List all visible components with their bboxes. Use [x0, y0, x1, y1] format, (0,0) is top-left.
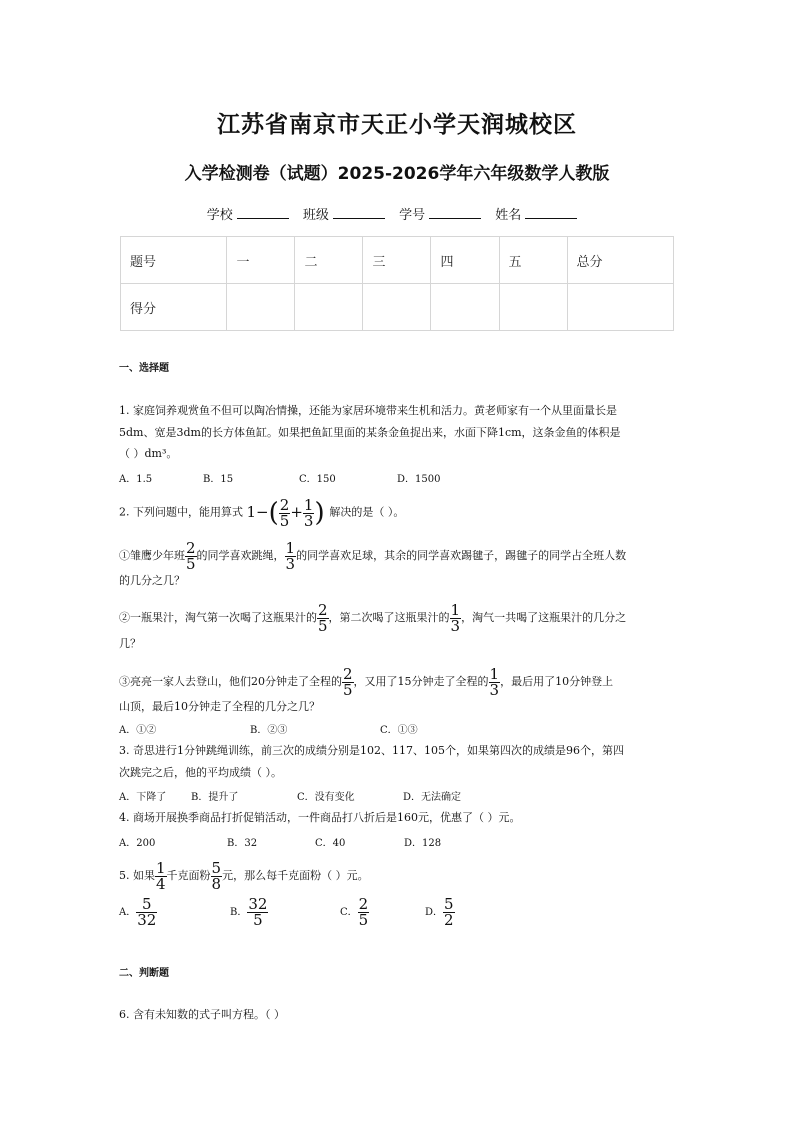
- text: 5. 如果: [119, 869, 155, 882]
- student-number-label: 学号: [399, 208, 426, 223]
- q1-option-a[interactable]: A．1.5: [119, 474, 153, 485]
- fraction: $\frac{2}{5}$: [358, 895, 369, 929]
- q2-lead: 2. 下列问题中，能用算式: [119, 505, 243, 519]
- score-cell: 三: [363, 237, 431, 284]
- score-input-cell[interactable]: [431, 284, 499, 331]
- q5-option-d[interactable]: [425, 896, 455, 930]
- option-label: D．: [425, 907, 444, 918]
- q2-item1-line1: [119, 538, 626, 574]
- q4-option-a[interactable]: A．200: [119, 838, 156, 849]
- score-input-cell[interactable]: [227, 284, 295, 331]
- text: ，又用了15分钟走了全程的: [353, 675, 489, 688]
- text: ，淘气一共喝了这瓶果汁的几分之: [461, 611, 627, 624]
- q5-option-b[interactable]: [230, 896, 268, 930]
- q4-option-d[interactable]: D．128: [404, 838, 442, 849]
- score-input-cell[interactable]: [363, 284, 431, 331]
- q2-option-c[interactable]: C．①③: [380, 725, 418, 736]
- q3-option-d[interactable]: D．无法确定: [403, 792, 462, 803]
- fraction: $\frac{32}{5}$: [248, 895, 268, 929]
- text: 的同学喜欢跳绳，: [196, 549, 285, 562]
- text: ③亮亮一家人去登山，他们20分钟走了全程的: [119, 675, 342, 688]
- q3-option-b[interactable]: B．提升了: [191, 792, 239, 803]
- fraction: $\frac{2}{5}$: [279, 495, 290, 530]
- q2-tail: 解决的是（ ）。: [329, 505, 405, 519]
- q3-line1: 3. 奇思进行1分钟跳绳训练，前三次的成绩分别是102、117、105个，如果第四次的成绩是96个，第四: [119, 744, 624, 757]
- document-subtitle: 入学检测卷（试题）2025-2026学年六年级数学人教版: [184, 164, 610, 184]
- fraction: $\frac{1}{4}$: [156, 858, 166, 893]
- q1-option-b[interactable]: B．15: [203, 474, 234, 485]
- q4-line1: 4. 商场开展换季商品打折促销活动，一件商品打八折后是160元，优惠了（ ）元。: [119, 811, 521, 824]
- text: 的同学喜欢足球，其余的同学喜欢踢毽子，踢毽子的同学占全班人数: [296, 549, 627, 562]
- score-table-score-row: [121, 284, 674, 331]
- fraction: $\frac{1}{3}$: [489, 664, 500, 699]
- score-cell: 一: [227, 237, 295, 284]
- score-table-header-row: [121, 237, 674, 284]
- fraction: $\frac{5}{32}$: [137, 895, 157, 929]
- score-cell: 四: [431, 237, 499, 284]
- q2-item3-line1: [119, 662, 613, 702]
- text: ，最后用了10分钟登上: [500, 675, 614, 688]
- score-cell: 五: [499, 237, 567, 284]
- q1-option-c[interactable]: C．150: [299, 474, 336, 485]
- class-label: 班级: [302, 208, 329, 223]
- fraction: $\frac{2}{5}$: [343, 664, 353, 699]
- option-label: C．: [340, 907, 358, 918]
- q5-stem: [119, 856, 369, 896]
- section-heading-choice: 一、选择题: [119, 363, 169, 374]
- student-number-blank[interactable]: [429, 206, 481, 219]
- q3-option-c[interactable]: C．没有变化: [297, 792, 355, 803]
- q2-expression: 1−( $\frac{2}{5}$ + $\frac{1}{3}$ ): [246, 495, 325, 530]
- fraction: $\frac{5}{8}$: [211, 858, 222, 893]
- q3-line2: 次跳完之后，他的平均成绩（ ）。: [119, 766, 282, 779]
- score-cell: 得分: [121, 284, 227, 331]
- q1-line1: 1. 家庭饲养观赏鱼不但可以陶冶情操，还能为家居环境带来生机和活力。黄老师家有一个从里面量长是: [119, 404, 617, 417]
- q5-option-c[interactable]: [340, 896, 369, 930]
- text: 千克面粉: [166, 869, 211, 882]
- fraction: $\frac{2}{5}$: [318, 600, 328, 635]
- q2-stem: [119, 492, 404, 532]
- text: 元，那么每千克面粉（ ）元。: [222, 869, 369, 882]
- text: ，第二次喝了这瓶果汁的: [328, 611, 450, 624]
- q2-option-b[interactable]: B．②③: [250, 725, 288, 736]
- q2-item1-line2: 的几分之几？: [119, 574, 185, 587]
- student-info-line: [0, 204, 794, 223]
- option-label: A．: [119, 907, 137, 918]
- fraction: $\frac{1}{3}$: [450, 600, 461, 635]
- option-label: B．: [230, 907, 248, 918]
- q1-line2: 5dm、宽是3dm的长方体鱼缸。如果把鱼缸里面的某条金鱼捉出来，水面下降1cm，这条金鱼的体积是: [119, 426, 621, 439]
- q2-item3-line2: 山顶，最后10分钟走了全程的几分之几？: [119, 700, 320, 713]
- q4-option-b[interactable]: B．32: [227, 838, 258, 849]
- q1-line3: （ ）dm³。: [119, 447, 178, 460]
- school-blank[interactable]: [237, 206, 289, 219]
- q4-option-c[interactable]: C．40: [315, 838, 346, 849]
- score-input-cell[interactable]: [567, 284, 673, 331]
- class-blank[interactable]: [333, 206, 385, 219]
- score-input-cell[interactable]: [295, 284, 363, 331]
- paren-left: (: [268, 498, 279, 528]
- q2-item2-line2: 几？: [119, 637, 141, 650]
- score-table: [120, 236, 674, 331]
- score-cell: 二: [295, 237, 363, 284]
- text: ①雏鹰少年班: [119, 549, 185, 562]
- text: ②一瓶果汁，淘气第一次喝了这瓶果汁的: [119, 611, 317, 624]
- name-label: 姓名: [495, 208, 522, 223]
- fraction: $\frac{2}{5}$: [186, 538, 196, 573]
- q1-option-d[interactable]: D．1500: [397, 474, 441, 485]
- section-heading-judgement: 二、判断题: [119, 968, 169, 979]
- paren-right: ): [314, 498, 325, 528]
- q2-option-a[interactable]: A．①②: [119, 725, 157, 736]
- fraction: $\frac{1}{3}$: [285, 538, 296, 573]
- document-title: 江苏省南京市天正小学天润城校区: [217, 112, 577, 138]
- fraction: $\frac{5}{2}$: [444, 895, 454, 929]
- name-blank[interactable]: [525, 206, 577, 219]
- school-label: 学校: [206, 208, 233, 223]
- q2-item2-line1: [119, 598, 626, 638]
- score-input-cell[interactable]: [499, 284, 567, 331]
- q6-line1: 6. 含有未知数的式子叫方程。（ ）: [119, 1008, 285, 1021]
- score-cell: 总分: [567, 237, 673, 284]
- q3-option-a[interactable]: A．下降了: [119, 792, 167, 803]
- q5-option-a[interactable]: [119, 896, 157, 930]
- score-cell: 题号: [121, 237, 227, 284]
- expr-one: 1: [246, 503, 257, 521]
- fraction: $\frac{1}{3}$: [303, 495, 314, 530]
